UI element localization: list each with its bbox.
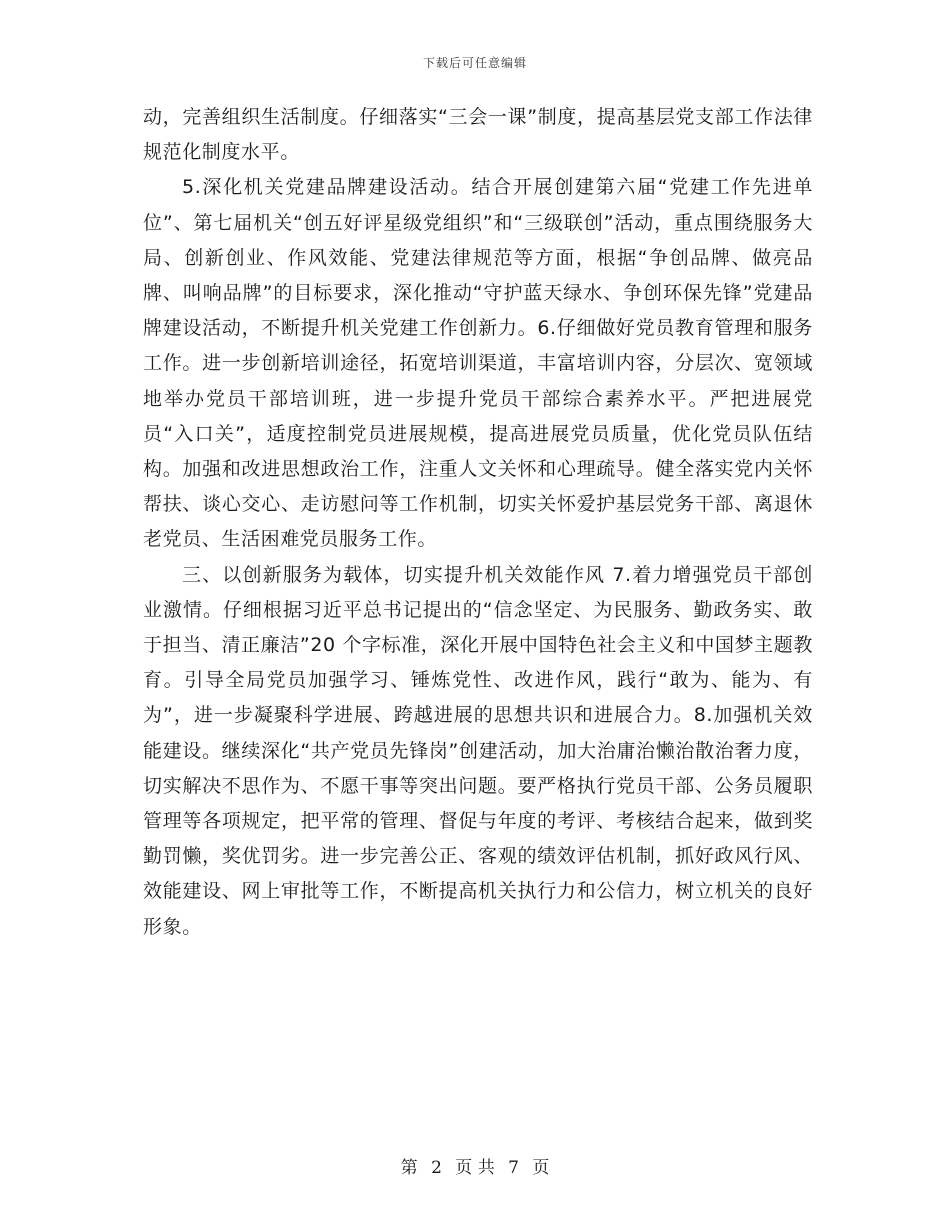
paragraph-1: 动，完善组织生活制度。仔细落实“三会一课”制度，提高基层党支部工作法律规范化制度水平。 <box>143 106 813 164</box>
page-header: 下载后可任意编辑 <box>422 56 527 70</box>
current-page-number: 2 <box>431 1158 442 1178</box>
paragraph-3: 三、以创新服务为载体，切实提升机关效能作风 7.着力增强党员干部创业激情。仔细根据习近平总书记提出的“信念坚定、为民服务、勤政务实、敢于担当、清正廉洁”20 个字标准，深化开展中国特色社会主义和中国梦主题教育。引导全局党员加强学习、锤炼党性、改进作风，践行“敢为、能为、有为”，进一步凝聚科学进展、跨越进展的思想共识和进展合力。8.加强机关效能建设。继续深化“共产党员先锋岗”创建活动，加大治庸治懒治散治奢力度，切实解决不思作为、不愿干事等突出问题。要严格执行党员干部、公务员履职管理等各项规定，把平常的管理、督促与年度的考评、考核结合起来，做到奖勤罚懒，奖优罚劣。进一步完善公正、客观的绩效评估机制，抓好政风行风、效能建设、网上审批等工作，不断提高机关执行力和公信力，树立机关的良好形象。 <box>143 563 813 938</box>
total-page-count: 7 <box>508 1158 519 1178</box>
page-footer <box>0 1153 950 1178</box>
footer-suffix: 页 <box>532 1158 550 1178</box>
footer-middle: 页 共 <box>455 1158 495 1178</box>
paragraph-2: 5.深化机关党建品牌建设活动。结合开展创建第六届“党建工作先进单位”、第七届机关“创五好评星级党组织”和“三级联创”活动，重点围绕服务大局、创新创业、作风效能、党建法律规范等方面，根据“争创品牌、做亮品牌、叫响品牌”的目标要求，深化推动“守护蓝天绿水、争创环保先锋”党建品牌建设活动，不断提升机关党建工作创新力。6.仔细做好党员教育管理和服务工作。进一步创新培训途径，拓宽培训渠道，丰富培训内容，分层次、宽领域地举办党员干部培训班，进一步提升党员干部综合素养水平。严把进展党员“入口关”，适度控制党员进展规模，提高进展党员质量，优化党员队伍结构。加强和改进思想政治工作，注重人文关怀和心理疏导。健全落实党内关怀帮扶、谈心交心、走访慰问等工作机制，切实关怀爱护基层党务干部、离退休老党员、生活困难党员服务工作。 <box>143 176 813 551</box>
document-body <box>143 100 813 945</box>
footer-prefix: 第 <box>400 1158 418 1178</box>
